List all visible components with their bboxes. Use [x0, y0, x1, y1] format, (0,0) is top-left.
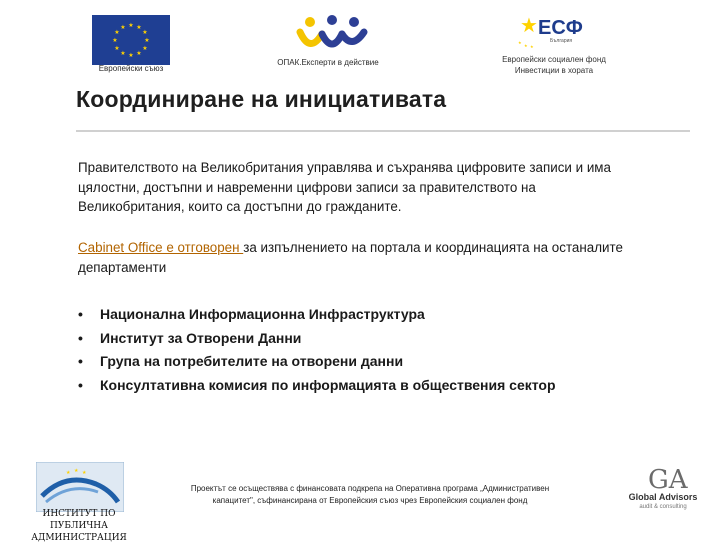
svg-text:★: ★	[82, 470, 87, 476]
list-item: • Институт за Отворени Данни	[78, 329, 302, 346]
svg-text:★: ★	[520, 13, 538, 37]
svg-text:★: ★	[114, 45, 120, 52]
svg-text:★: ★	[120, 24, 126, 31]
svg-text:★: ★	[518, 40, 522, 45]
page-title: Координиране на инициативата	[76, 86, 447, 112]
svg-text:★: ★	[114, 29, 120, 36]
list-item: • Консултативна комисия по информацията в обществения сектор	[78, 376, 556, 393]
list-item: • Национална Информационна Инфраструктура	[78, 306, 425, 322]
svg-text:★: ★	[142, 45, 148, 52]
esf-caption-line1: Европейски социален фонд	[502, 55, 606, 64]
footer-funding-note	[150, 483, 590, 507]
svg-text:★: ★	[142, 29, 148, 36]
ipa-caption-line2: АДМИНИСТРАЦИЯ	[31, 533, 127, 543]
ipa-logo	[36, 462, 124, 512]
ga-name: Global Advisors	[628, 492, 698, 502]
eu-caption: Европейски съюз	[98, 64, 164, 73]
cabinet-office-link[interactable]: Cabinet Office е отговорен	[78, 240, 244, 255]
intro-paragraph: Правителството на Великобритания управлява и съхранява цифровите записи и има цялостни, достъпни и навременни цифрови записи за правителството на Великобритания, които са достъпни до гражданите.	[78, 160, 611, 214]
opak-caption: ОПАК.Експерти в действие	[277, 58, 379, 67]
ipa-caption	[14, 508, 144, 544]
opak-logo	[296, 14, 368, 54]
ga-tagline: audit & consulting	[639, 504, 687, 510]
svg-text:★: ★	[530, 44, 534, 49]
responsibility-paragraph	[78, 238, 638, 277]
esf-mark: ЕСФ	[538, 17, 583, 39]
svg-text:★: ★	[128, 52, 134, 59]
eu-flag-logo	[92, 15, 170, 65]
svg-text:★: ★	[136, 24, 142, 31]
svg-text:★: ★	[112, 37, 118, 44]
ipa-caption-line1: ИНСТИТУТ ПО ПУБЛИЧНА	[42, 509, 116, 531]
svg-text:★: ★	[120, 50, 126, 57]
esf-caption	[484, 54, 624, 76]
esf-logo	[510, 10, 590, 50]
esf-small-text: България	[550, 38, 573, 44]
global-advisors-logo	[628, 460, 698, 496]
responsibility-text: за изпълнението на портала и координацията на останалите департаменти	[78, 240, 623, 275]
svg-text:★: ★	[74, 468, 79, 474]
title-divider	[76, 130, 690, 132]
list-item: • Група на потребителите на отворени данни	[78, 353, 404, 369]
esf-caption-line2: Инвестиции в хората	[514, 66, 594, 75]
footer-line1: Проектът се осъществява с финансовата подкрепа на Оперативна програма „Административен	[190, 484, 550, 493]
svg-text:★: ★	[136, 50, 142, 57]
ga-mark: GA	[648, 465, 688, 495]
svg-text:★: ★	[128, 22, 134, 29]
bullet-list	[78, 303, 556, 397]
svg-text:★: ★	[66, 470, 71, 476]
svg-text:★: ★	[144, 37, 150, 44]
svg-text:★: ★	[524, 43, 528, 48]
footer-line2: капацитет", съфинансирана от Европейския съюз чрез Европейския социален фонд	[212, 496, 528, 505]
